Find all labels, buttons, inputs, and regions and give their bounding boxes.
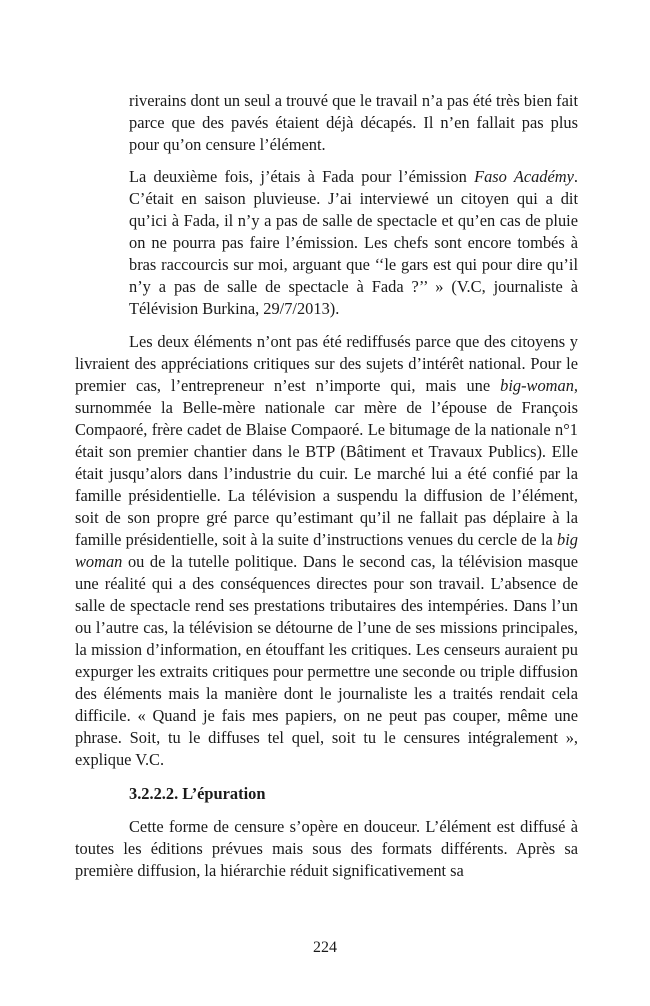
quote-paragraph-2-text-a: La deuxième fois, j’étais à Fada pour l’émission xyxy=(129,167,475,186)
body-paragraph-1 xyxy=(75,331,578,771)
show-title: Faso Académy xyxy=(474,167,574,186)
quote-paragraph-2-text-b: . C’était en saison pluvieuse. J’ai interviewé un citoyen qui a dit qu’ici à Fada, il n’y a pas de salle de spectacle et qu’en cas de pluie on ne pourra pas faire l’émission. Les chefs sont encore tombés à bras raccourcis sur moi, arguant que ‘‘le gars est qui pour dire qu’il n’y a pas de salle de spectacle à Fada ?’’ » (V.C, journaliste à Télévision Burkina, 29/7/2013). xyxy=(129,167,578,318)
page-number: 224 xyxy=(313,939,337,956)
body-paragraph-1-text-a: Les deux éléments n’ont pas été rediffusés parce que des citoyens y livraient des appréciations critiques sur des sujets d’intérêt national. Pour le premier cas, l’entrepreneur n’est n’importe qui, mais une xyxy=(75,332,578,395)
page-content xyxy=(75,90,578,970)
section-heading: 3.2.2.2. L’épuration xyxy=(129,784,266,803)
body-paragraph-1-text-b: surnommée la Belle-mère nationale car mère de l’épouse de François Compaoré, frère cadet de Blaise Compaoré. Le bitumage de la nationale n°1 était son premier chantier dans le BTP (Bâtiment et Travaux Publics). Elle était jusqu’alors dans l’industrie du cuir. Le marché lui a été confié par la famille présidentielle. La télévision a suspendu la diffusion de l’élément, soit de son propre gré parce qu’estimant qu’il ne fallait pas déplaire à la famille présidentielle, soit à la suite d’instructions venues du cercle de la xyxy=(75,398,578,549)
quote-paragraph-2 xyxy=(129,166,578,320)
big-woman-term-1: big-woman, xyxy=(500,376,578,395)
section-paragraph-1: Cette forme de censure s’opère en douceur. L’élément est diffusé à toutes les éditions prévues mais sous des formats différents. Après sa première diffusion, la hiérarchie réduit significativement sa xyxy=(75,817,578,880)
quote-paragraph-1: riverains dont un seul a trouvé que le travail n’a pas été très bien fait parce que des pavés étaient déjà décapés. Il n’en fallait pas plus pour qu’on censure l’élément. xyxy=(129,91,578,154)
body-text xyxy=(75,331,578,771)
block-quote xyxy=(129,90,578,320)
big-woman-term-2: big woman xyxy=(75,530,578,571)
body-paragraph-1-text-c: ou de la tutelle politique. Dans le second cas, la télévision masque une réalité qui a des conséquences directes pour son travail. L’absence de salle de spectacle rend ses prestations tributaires des intempéries. Dans l’un ou l’autre cas, la télévision se détourne de l’une de ses missions principales, la mission d’information, en étouffant les critiques. Les censeurs auraient pu expurger les extraits critiques pour permettre une seconde ou triple diffusion des éléments mais la manière dont le journaliste les a traités rendait cela difficile. « Quand je fais mes papiers, on ne peut pas couper, même une phrase. Soit, tu le diffuses tel quel, soit tu le censures intégralement », explique V.C. xyxy=(75,552,578,769)
